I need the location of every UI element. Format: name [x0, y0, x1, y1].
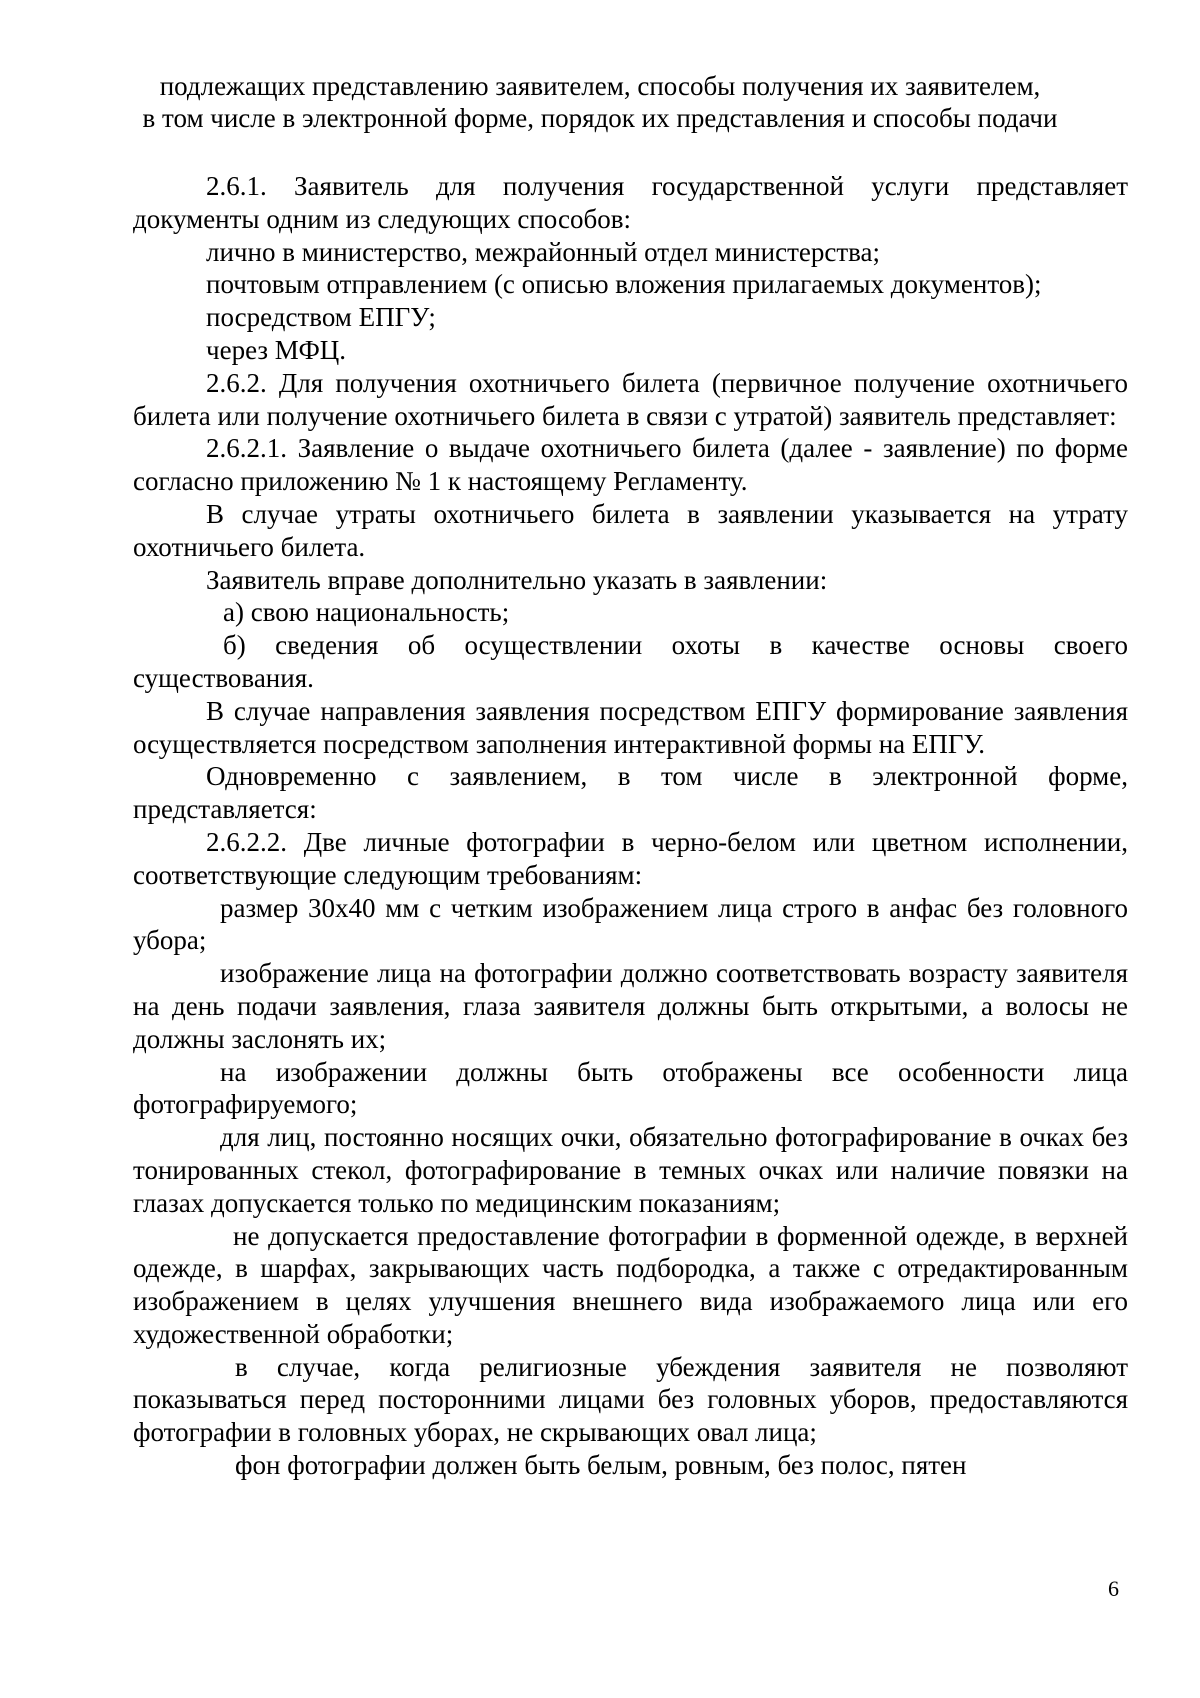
requirement-background: фон фотографии должен быть белым, ровным, без полос, пятен — [235, 1450, 967, 1481]
paragraph-2-6-2: 2.6.2. Для получения охотничьего билета (первичное получение охотничьего билета или получение охотничьего билета в связи с утратой) заявитель представляет: — [133, 367, 1128, 431]
document-body — [133, 170, 1128, 1482]
list-item-b: б) сведения об осуществлении охоты в качестве основы своего существования. — [133, 630, 1128, 693]
requirement-age: изображение лица на фотографии должно соответствовать возрасту заявителя на день подачи заявления, глаза заявителя должны быть открытыми, а волосы не должны заслонять их; — [133, 958, 1128, 1054]
requirement-glasses: для лиц, постоянно носящих очки, обязательно фотографирование в очках без тонированных стекол, фотографирование в темных очках или наличие повязки на глазах допускается только по медицинским показаниям; — [133, 1122, 1128, 1218]
paragraph-simultaneously: Одновременно с заявлением, в том числе в электронной форме, представляется: — [133, 761, 1128, 825]
requirement-religion: в случае, когда религиозные убеждения заявителя не позволяют показываться перед посторонними лицами без головных уборов, предоставляются фотографии в головных уборах, не скрывающих овал лица; — [133, 1351, 1128, 1448]
paragraph-2-6-2-2: 2.6.2.2. Две личные фотографии в черно-белом или цветном исполнении, соответствующие следующим требованиям: — [133, 826, 1128, 890]
section-heading — [0, 70, 1200, 134]
heading-line-2: в том числе в электронной форме, порядок их представления и способы подачи — [142, 103, 1058, 133]
paragraph-optional: Заявитель вправе дополнительно указать в заявлении: — [206, 564, 828, 595]
list-item-mfc: через МФЦ. — [206, 334, 347, 365]
paragraph-2-6-1: 2.6.1. Заявитель для получения государственной услуги представляет документы одним из следующих способов: — [133, 171, 1128, 234]
list-item-a: а) свою национальность; — [223, 597, 510, 628]
page-number: 6 — [1108, 1576, 1119, 1601]
requirement-features: на изображении должны быть отображены все особенности лица фотографируемого; — [133, 1056, 1128, 1120]
list-item-in-person: лично в министерство, межрайонный отдел министерства; — [206, 236, 881, 267]
paragraph-epgu-form: В случае направления заявления посредством ЕПГУ формирование заявления осуществляется посредством заполнения интерактивной формы на ЕПГУ. — [133, 695, 1128, 759]
paragraph-loss: В случае утраты охотничьего билета в заявлении указывается на утрату охотничьего билета. — [133, 498, 1128, 562]
list-item-epgu: посредством ЕПГУ; — [206, 302, 436, 333]
heading-line-1: подлежащих представлению заявителем, способы получения их заявителем, — [159, 71, 1041, 101]
list-item-post: почтовым отправлением (с описью вложения прилагаемых документов); — [206, 269, 1042, 300]
requirement-clothing: не допускается предоставление фотографии в форменной одежде, в верхней одежде, в шарфах, закрывающих часть подбородка, а также с отредактированным изображением в целях улучшения внешнего вида изображаемого лица или его художественной обработки; — [133, 1220, 1128, 1349]
requirement-size: размер 30x40 мм с четким изображением лица строго в анфас без головного убора; — [133, 892, 1128, 956]
paragraph-2-6-2-1: 2.6.2.1. Заявление о выдаче охотничьего билета (далее - заявление) по форме согласно приложению № 1 к настоящему Регламенту. — [133, 433, 1128, 497]
